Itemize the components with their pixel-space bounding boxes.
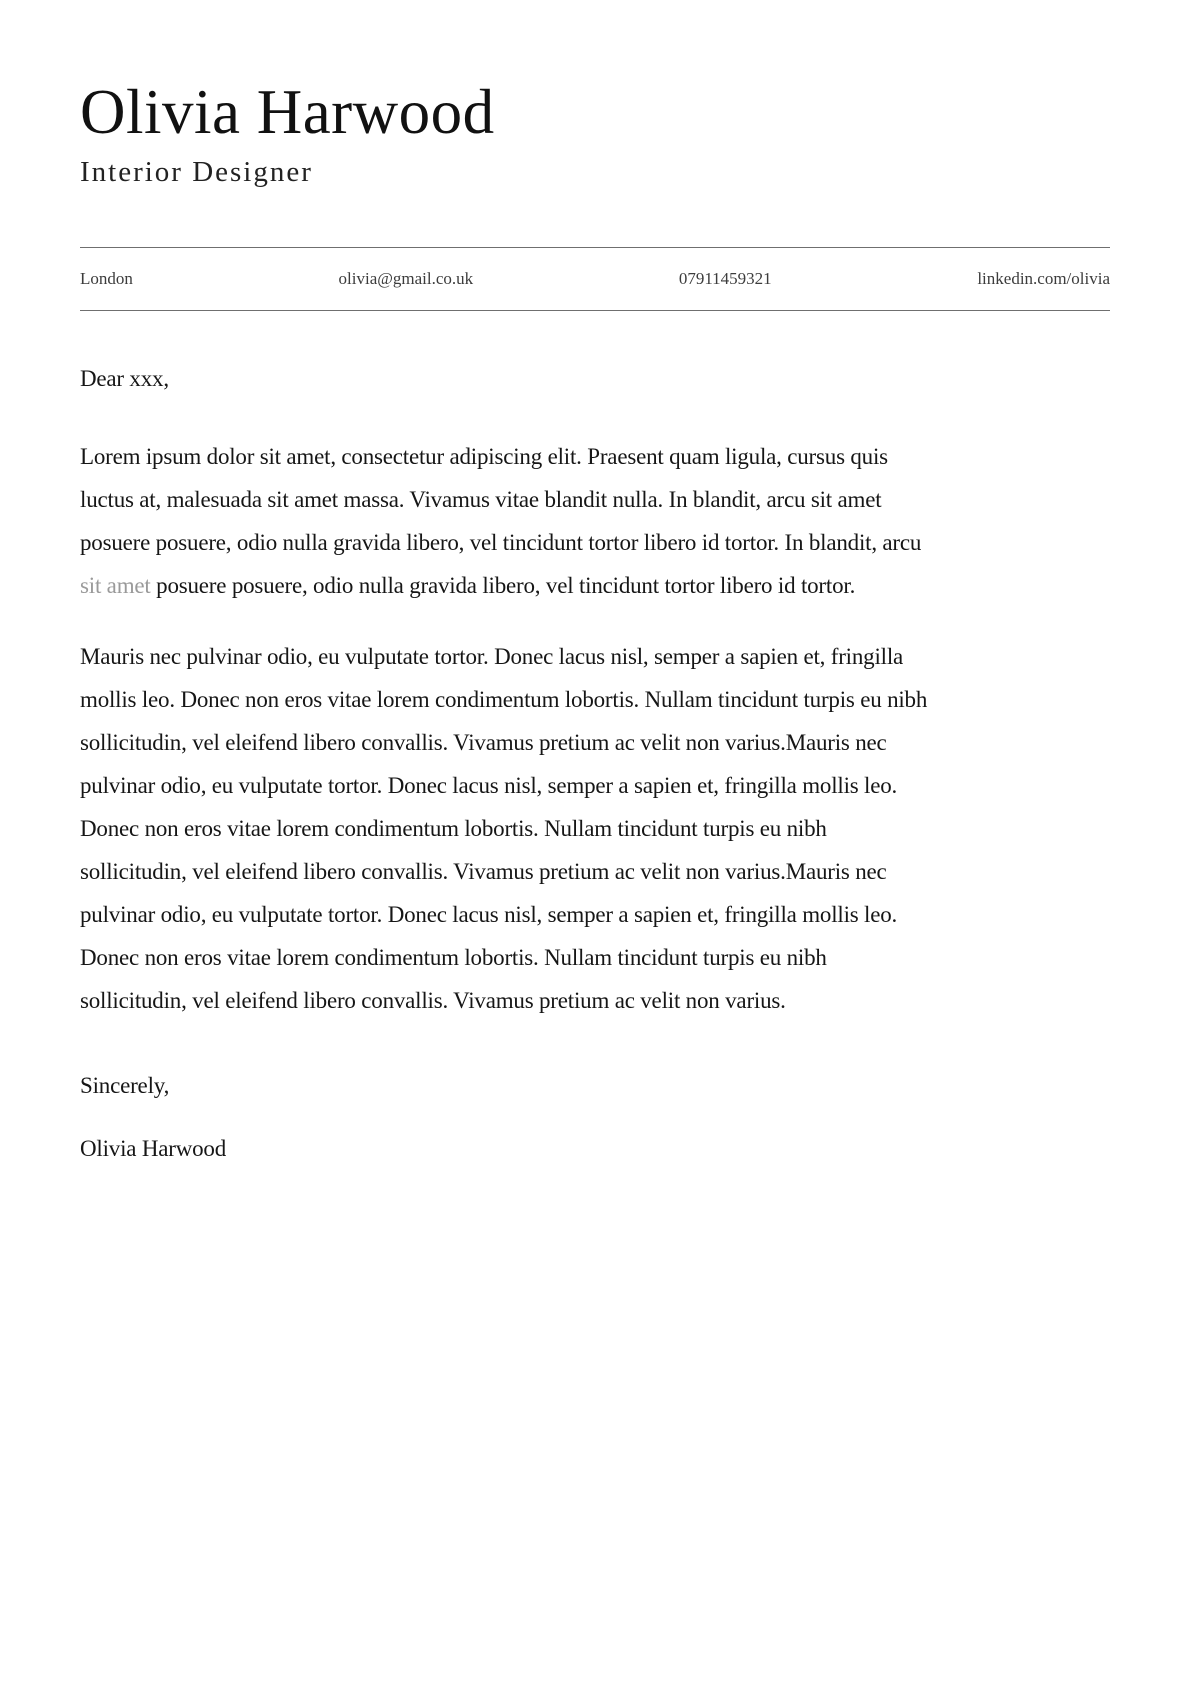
paragraph-2-line: Mauris nec pulvinar odio, eu vulputate tortor. Donec lacus nisl, semper a sapien et, fringilla <box>80 644 904 670</box>
paragraph-1-line-rest: posuere posuere, odio nulla gravida libero, vel tincidunt tortor libero id tortor. <box>150 573 856 599</box>
job-title: Interior Designer <box>80 156 313 189</box>
page-title: Olivia Harwood <box>80 77 495 147</box>
contact-location: London <box>80 269 133 289</box>
paragraph-2-line: sollicitudin, vel eleifend libero convallis. Vivamus pretium ac velit non varius.Mauris nec <box>80 859 887 885</box>
paragraph-1 <box>80 435 1110 607</box>
paragraph-1-line: posuere posuere, odio nulla gravida libero, vel tincidunt tortor libero id tortor. In blandit, arcu <box>80 530 922 556</box>
paragraph-2-line: sollicitudin, vel eleifend libero convallis. Vivamus pretium ac velit non varius.Mauris nec <box>80 730 887 756</box>
contact-phone: 07911459321 <box>678 269 772 289</box>
paragraph-1-line <box>80 564 1110 607</box>
paragraph-2 <box>80 635 1110 1022</box>
closing: Sincerely, <box>80 1073 170 1099</box>
paragraph-2-line: pulvinar odio, eu vulputate tortor. Donec lacus nisl, semper a sapien et, fringilla mollis leo. <box>80 773 898 799</box>
paragraph-2-line: Donec non eros vitae lorem condimentum lobortis. Nullam tincidunt turpis eu nibh <box>80 945 827 971</box>
contact-bar <box>80 247 1110 311</box>
paragraph-2-line: sollicitudin, vel eleifend libero convallis. Vivamus pretium ac velit non varius. <box>80 988 786 1014</box>
contact-linkedin: linkedin.com/olivia <box>977 269 1110 289</box>
letter-body <box>80 357 1110 1170</box>
paragraph-2-line: Donec non eros vitae lorem condimentum lobortis. Nullam tincidunt turpis eu nibh <box>80 816 827 842</box>
paragraph-1-line: luctus at, malesuada sit amet massa. Vivamus vitae blandit nulla. In blandit, arcu sit amet <box>80 487 882 513</box>
contact-email: olivia@gmail.co.uk <box>338 269 474 289</box>
salutation: Dear xxx, <box>80 366 169 392</box>
signature: Olivia Harwood <box>80 1136 227 1162</box>
faded-text: sit amet <box>80 573 151 599</box>
paragraph-2-line: mollis leo. Donec non eros vitae lorem condimentum lobortis. Nullam tincidunt turpis eu nibh <box>80 687 928 713</box>
paragraph-1-line: Lorem ipsum dolor sit amet, consectetur adipiscing elit. Praesent quam ligula, cursus quis <box>80 444 888 470</box>
paragraph-2-line: pulvinar odio, eu vulputate tortor. Donec lacus nisl, semper a sapien et, fringilla mollis leo. <box>80 902 898 928</box>
